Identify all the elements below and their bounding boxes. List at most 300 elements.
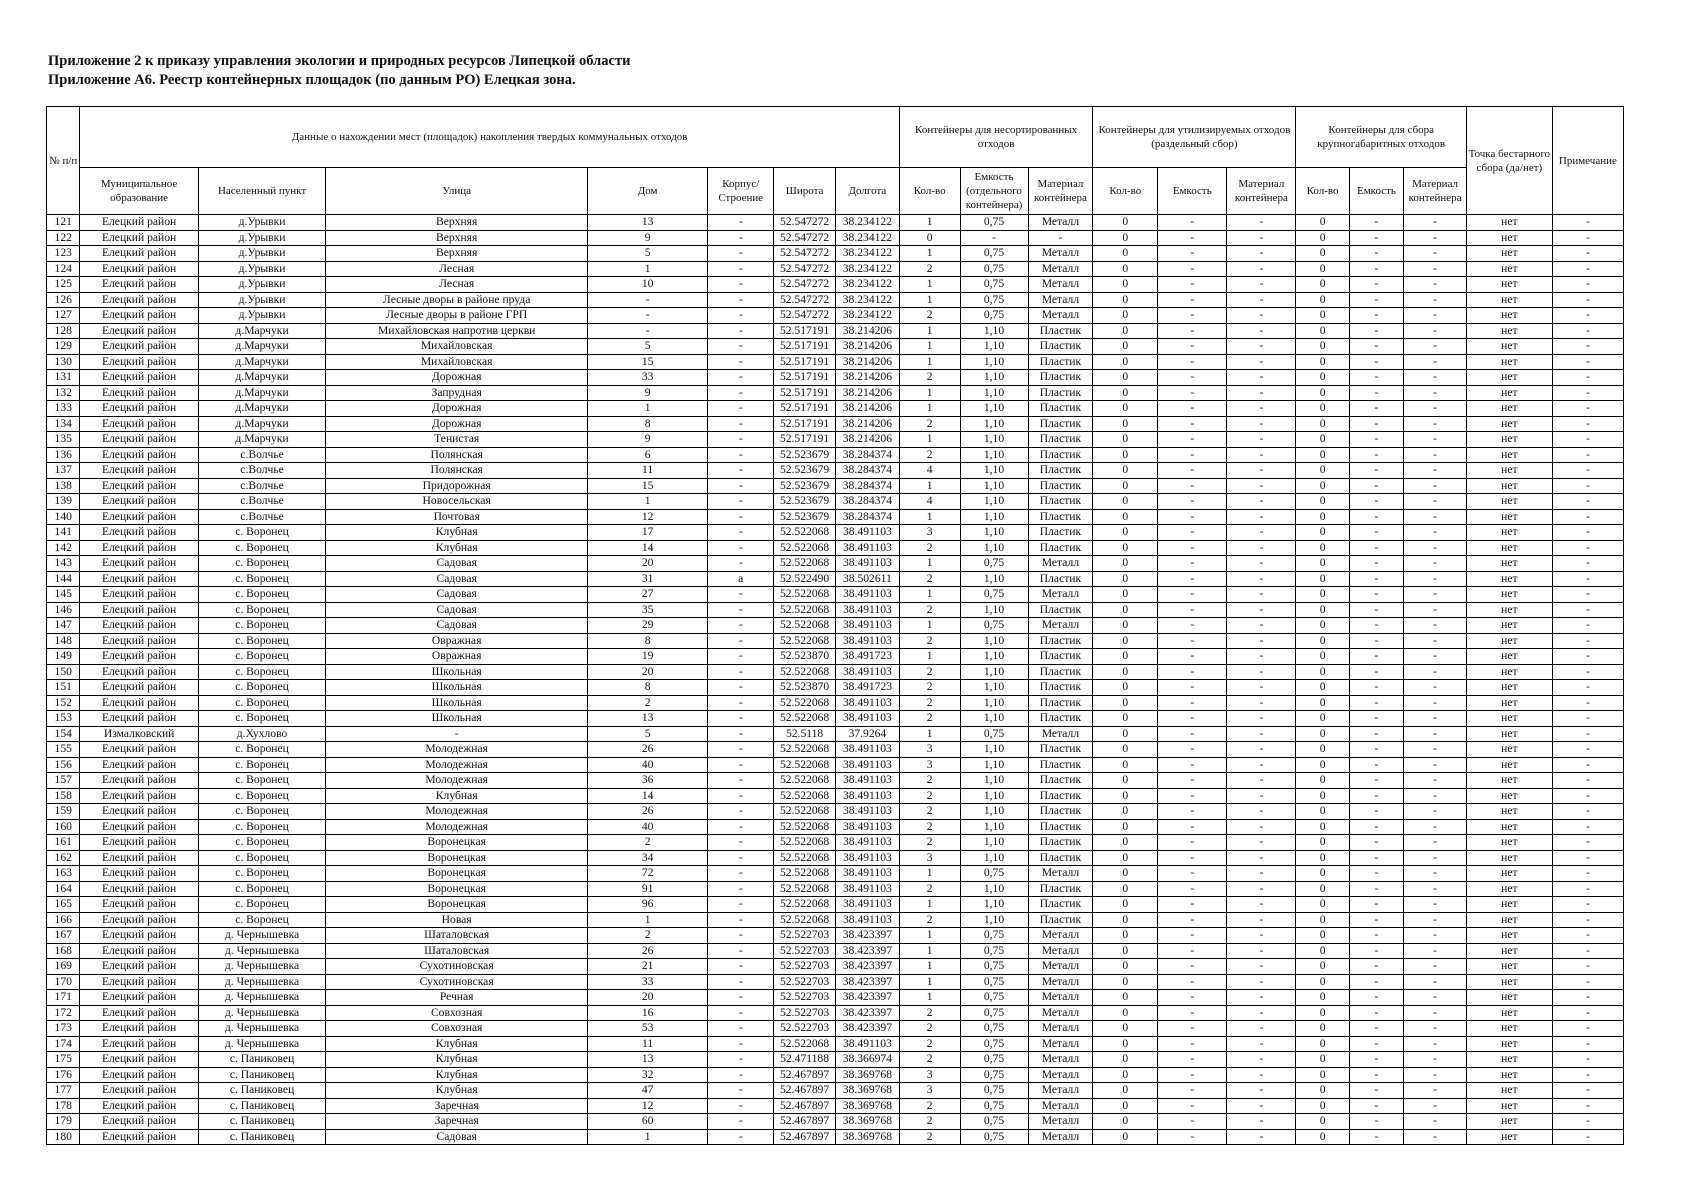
cell-separate-material: - bbox=[1227, 773, 1296, 789]
cell-separate-count: 0 bbox=[1093, 401, 1158, 417]
cell-unsorted-material: Металл bbox=[1028, 246, 1093, 262]
cell-separate-material: - bbox=[1227, 261, 1296, 277]
cell-unsorted-capacity: 0,75 bbox=[960, 726, 1028, 742]
cell-bulky-count: 0 bbox=[1296, 447, 1349, 463]
cell-house: 33 bbox=[587, 370, 707, 386]
table-row bbox=[47, 292, 1624, 308]
cell-lat: 52.547272 bbox=[774, 230, 836, 246]
table-row bbox=[47, 587, 1624, 603]
table-row bbox=[47, 943, 1624, 959]
cell-bagless: нет bbox=[1466, 385, 1552, 401]
heading-line-1: Приложение 2 к приказу управления экологии и природных ресурсов Липецкой области bbox=[48, 53, 631, 69]
cell-lon: 38.423397 bbox=[835, 959, 899, 975]
cell-bulky-capacity: - bbox=[1349, 370, 1403, 386]
cell-municipality: Елецкий район bbox=[80, 711, 198, 727]
cell-bagless: нет bbox=[1466, 943, 1552, 959]
header-bulky-count: Кол-во bbox=[1296, 168, 1349, 215]
cell-bagless: нет bbox=[1466, 850, 1552, 866]
cell-building: - bbox=[708, 432, 774, 448]
cell-municipality: Елецкий район bbox=[80, 370, 198, 386]
header-street: Улица bbox=[326, 168, 588, 215]
cell-bulky-capacity: - bbox=[1349, 401, 1403, 417]
cell-bagless: нет bbox=[1466, 881, 1552, 897]
cell-street: Лесная bbox=[326, 261, 588, 277]
table-row bbox=[47, 804, 1624, 820]
cell-unsorted-count: 1 bbox=[899, 478, 960, 494]
cell-house: 11 bbox=[587, 463, 707, 479]
cell-unsorted-count: 2 bbox=[899, 571, 960, 587]
cell-lon: 38.234122 bbox=[835, 261, 899, 277]
cell-street: Молодежная bbox=[326, 819, 588, 835]
cell-separate-capacity: - bbox=[1158, 323, 1227, 339]
cell-separate-capacity: - bbox=[1158, 509, 1227, 525]
header-location-group: Данные о нахождении мест (площадок) накопления твердых коммунальных отходов bbox=[80, 107, 899, 168]
cell-bulky-count: 0 bbox=[1296, 370, 1349, 386]
cell-municipality: Елецкий район bbox=[80, 308, 198, 324]
table-row bbox=[47, 1114, 1624, 1130]
cell-municipality: Елецкий район bbox=[80, 432, 198, 448]
cell-bulky-count: 0 bbox=[1296, 711, 1349, 727]
cell-bulky-count: 0 bbox=[1296, 1052, 1349, 1068]
cell-bulky-material: - bbox=[1404, 292, 1467, 308]
cell-separate-count: 0 bbox=[1093, 757, 1158, 773]
cell-unsorted-count: 2 bbox=[899, 1114, 960, 1130]
cell-separate-count: 0 bbox=[1093, 1005, 1158, 1021]
cell-street: Заречная bbox=[326, 1114, 588, 1130]
cell-num: 142 bbox=[47, 540, 80, 556]
cell-unsorted-capacity: 1,10 bbox=[960, 494, 1028, 510]
cell-bulky-material: - bbox=[1404, 990, 1467, 1006]
header-separate-count: Кол-во bbox=[1093, 168, 1158, 215]
cell-unsorted-material: Пластик bbox=[1028, 897, 1093, 913]
cell-separate-capacity: - bbox=[1158, 401, 1227, 417]
cell-building: - bbox=[708, 757, 774, 773]
cell-street: Садовая bbox=[326, 556, 588, 572]
cell-bulky-capacity: - bbox=[1349, 711, 1403, 727]
cell-bulky-capacity: - bbox=[1349, 1083, 1403, 1099]
cell-unsorted-count: 2 bbox=[899, 664, 960, 680]
cell-separate-material: - bbox=[1227, 447, 1296, 463]
cell-lon: 38.284374 bbox=[835, 478, 899, 494]
cell-lat: 52.522068 bbox=[774, 711, 836, 727]
header-unsorted-capacity: Емкость (отдельного контейнера) bbox=[960, 168, 1028, 215]
cell-unsorted-count: 2 bbox=[899, 680, 960, 696]
cell-notes: - bbox=[1552, 1036, 1623, 1052]
cell-separate-capacity: - bbox=[1158, 1021, 1227, 1037]
cell-lon: 38.491103 bbox=[835, 556, 899, 572]
cell-unsorted-capacity: 1,10 bbox=[960, 447, 1028, 463]
cell-lon: 38.234122 bbox=[835, 292, 899, 308]
cell-bulky-count: 0 bbox=[1296, 230, 1349, 246]
cell-separate-capacity: - bbox=[1158, 215, 1227, 231]
cell-settlement: с. Воронец bbox=[198, 711, 326, 727]
cell-unsorted-count: 2 bbox=[899, 540, 960, 556]
cell-bulky-capacity: - bbox=[1349, 1067, 1403, 1083]
cell-lat: 52.522068 bbox=[774, 912, 836, 928]
cell-unsorted-material: Металл bbox=[1028, 974, 1093, 990]
cell-bulky-material: - bbox=[1404, 478, 1467, 494]
cell-settlement: д. Чернышевка bbox=[198, 943, 326, 959]
cell-unsorted-material: Пластик bbox=[1028, 757, 1093, 773]
cell-num: 171 bbox=[47, 990, 80, 1006]
cell-notes: - bbox=[1552, 757, 1623, 773]
cell-unsorted-count: 2 bbox=[899, 1036, 960, 1052]
table-row bbox=[47, 525, 1624, 541]
cell-num: 166 bbox=[47, 912, 80, 928]
cell-house: 13 bbox=[587, 711, 707, 727]
cell-settlement: с. Воронец bbox=[198, 866, 326, 882]
cell-separate-capacity: - bbox=[1158, 633, 1227, 649]
table-row bbox=[47, 230, 1624, 246]
cell-separate-material: - bbox=[1227, 943, 1296, 959]
cell-municipality: Елецкий район bbox=[80, 478, 198, 494]
cell-settlement: д.Урывки bbox=[198, 277, 326, 293]
cell-separate-count: 0 bbox=[1093, 649, 1158, 665]
cell-bulky-capacity: - bbox=[1349, 323, 1403, 339]
cell-unsorted-material: Пластик bbox=[1028, 835, 1093, 851]
cell-separate-material: - bbox=[1227, 866, 1296, 882]
cell-notes: - bbox=[1552, 215, 1623, 231]
cell-municipality: Елецкий район bbox=[80, 773, 198, 789]
cell-unsorted-material: Пластик bbox=[1028, 323, 1093, 339]
cell-bulky-count: 0 bbox=[1296, 1083, 1349, 1099]
cell-unsorted-capacity: 0,75 bbox=[960, 277, 1028, 293]
cell-bulky-count: 0 bbox=[1296, 540, 1349, 556]
cell-separate-material: - bbox=[1227, 416, 1296, 432]
cell-building: - bbox=[708, 711, 774, 727]
cell-bulky-material: - bbox=[1404, 1114, 1467, 1130]
cell-municipality: Елецкий район bbox=[80, 556, 198, 572]
table-row bbox=[47, 990, 1624, 1006]
cell-house: 14 bbox=[587, 788, 707, 804]
cell-bagless: нет bbox=[1466, 912, 1552, 928]
cell-house: 2 bbox=[587, 835, 707, 851]
cell-house: 20 bbox=[587, 556, 707, 572]
cell-house: 26 bbox=[587, 943, 707, 959]
cell-street: Михайловская bbox=[326, 339, 588, 355]
cell-unsorted-count: 1 bbox=[899, 618, 960, 634]
header-separate-group: Контейнеры для утилизируемых отходов (раздельный сбор) bbox=[1093, 107, 1296, 168]
cell-unsorted-material: Пластик bbox=[1028, 339, 1093, 355]
cell-separate-material: - bbox=[1227, 1114, 1296, 1130]
cell-lon: 38.491103 bbox=[835, 757, 899, 773]
cell-settlement: с.Волчье bbox=[198, 478, 326, 494]
cell-notes: - bbox=[1552, 587, 1623, 603]
cell-notes: - bbox=[1552, 401, 1623, 417]
cell-building: - bbox=[708, 587, 774, 603]
cell-notes: - bbox=[1552, 432, 1623, 448]
cell-num: 139 bbox=[47, 494, 80, 510]
cell-street: Совхозная bbox=[326, 1005, 588, 1021]
cell-separate-count: 0 bbox=[1093, 1067, 1158, 1083]
cell-separate-material: - bbox=[1227, 788, 1296, 804]
cell-unsorted-count: 0 bbox=[899, 230, 960, 246]
cell-unsorted-count: 2 bbox=[899, 1021, 960, 1037]
cell-lat: 52.517191 bbox=[774, 354, 836, 370]
cell-bulky-capacity: - bbox=[1349, 680, 1403, 696]
cell-num: 161 bbox=[47, 835, 80, 851]
cell-unsorted-material: Пластик bbox=[1028, 571, 1093, 587]
table-row bbox=[47, 618, 1624, 634]
cell-lon: 38.423397 bbox=[835, 928, 899, 944]
cell-lon: 38.369768 bbox=[835, 1067, 899, 1083]
cell-separate-material: - bbox=[1227, 292, 1296, 308]
cell-street: Школьная bbox=[326, 711, 588, 727]
cell-bulky-capacity: - bbox=[1349, 230, 1403, 246]
cell-notes: - bbox=[1552, 1114, 1623, 1130]
cell-num: 126 bbox=[47, 292, 80, 308]
cell-separate-material: - bbox=[1227, 587, 1296, 603]
table-row bbox=[47, 711, 1624, 727]
cell-separate-material: - bbox=[1227, 494, 1296, 510]
cell-municipality: Елецкий район bbox=[80, 633, 198, 649]
cell-lon: 38.214206 bbox=[835, 416, 899, 432]
cell-separate-capacity: - bbox=[1158, 463, 1227, 479]
cell-street: Клубная bbox=[326, 1083, 588, 1099]
cell-street: Воронецкая bbox=[326, 897, 588, 913]
cell-bulky-count: 0 bbox=[1296, 1067, 1349, 1083]
cell-settlement: с. Воронец bbox=[198, 835, 326, 851]
cell-lon: 38.491103 bbox=[835, 525, 899, 541]
cell-separate-count: 0 bbox=[1093, 1052, 1158, 1068]
cell-num: 132 bbox=[47, 385, 80, 401]
cell-bulky-capacity: - bbox=[1349, 354, 1403, 370]
cell-bulky-count: 0 bbox=[1296, 478, 1349, 494]
cell-lon: 38.423397 bbox=[835, 1021, 899, 1037]
cell-separate-count: 0 bbox=[1093, 416, 1158, 432]
cell-notes: - bbox=[1552, 525, 1623, 541]
cell-bagless: нет bbox=[1466, 1036, 1552, 1052]
cell-unsorted-material: Пластик bbox=[1028, 494, 1093, 510]
header-house: Дом bbox=[587, 168, 707, 215]
cell-separate-count: 0 bbox=[1093, 215, 1158, 231]
cell-separate-material: - bbox=[1227, 1021, 1296, 1037]
cell-unsorted-count: 3 bbox=[899, 1083, 960, 1099]
cell-bulky-capacity: - bbox=[1349, 897, 1403, 913]
cell-building: - bbox=[708, 664, 774, 680]
cell-unsorted-count: 2 bbox=[899, 788, 960, 804]
cell-separate-capacity: - bbox=[1158, 990, 1227, 1006]
cell-municipality: Елецкий район bbox=[80, 525, 198, 541]
cell-lat: 52.522703 bbox=[774, 943, 836, 959]
cell-bulky-count: 0 bbox=[1296, 556, 1349, 572]
cell-unsorted-material: Металл bbox=[1028, 1021, 1093, 1037]
cell-separate-count: 0 bbox=[1093, 478, 1158, 494]
cell-bulky-material: - bbox=[1404, 912, 1467, 928]
table-row bbox=[47, 401, 1624, 417]
cell-house: - bbox=[587, 323, 707, 339]
cell-bulky-material: - bbox=[1404, 556, 1467, 572]
cell-settlement: д.Урывки bbox=[198, 308, 326, 324]
cell-notes: - bbox=[1552, 990, 1623, 1006]
cell-separate-capacity: - bbox=[1158, 1036, 1227, 1052]
cell-unsorted-capacity: 0,75 bbox=[960, 959, 1028, 975]
cell-house: 33 bbox=[587, 974, 707, 990]
cell-separate-count: 0 bbox=[1093, 773, 1158, 789]
cell-separate-material: - bbox=[1227, 571, 1296, 587]
cell-bulky-count: 0 bbox=[1296, 323, 1349, 339]
cell-building: - bbox=[708, 602, 774, 618]
cell-bulky-count: 0 bbox=[1296, 308, 1349, 324]
cell-bulky-capacity: - bbox=[1349, 990, 1403, 1006]
cell-unsorted-capacity: 1,10 bbox=[960, 416, 1028, 432]
cell-house: 2 bbox=[587, 695, 707, 711]
cell-unsorted-capacity: 0,75 bbox=[960, 974, 1028, 990]
cell-settlement: д.Марчуки bbox=[198, 339, 326, 355]
header-unsorted-group: Контейнеры для несортированных отходов bbox=[899, 107, 1093, 168]
cell-separate-capacity: - bbox=[1158, 742, 1227, 758]
cell-num: 147 bbox=[47, 618, 80, 634]
cell-bagless: нет bbox=[1466, 478, 1552, 494]
cell-unsorted-material: Пластик bbox=[1028, 416, 1093, 432]
cell-unsorted-count: 1 bbox=[899, 726, 960, 742]
cell-lat: 52.522068 bbox=[774, 556, 836, 572]
cell-separate-material: - bbox=[1227, 1083, 1296, 1099]
cell-bulky-capacity: - bbox=[1349, 416, 1403, 432]
cell-bulky-material: - bbox=[1404, 571, 1467, 587]
cell-unsorted-count: 1 bbox=[899, 215, 960, 231]
cell-bulky-material: - bbox=[1404, 447, 1467, 463]
cell-unsorted-count: 2 bbox=[899, 308, 960, 324]
cell-unsorted-material: Металл bbox=[1028, 277, 1093, 293]
cell-separate-material: - bbox=[1227, 1036, 1296, 1052]
header-building: Корпус/ Строение bbox=[708, 168, 774, 215]
cell-street: Клубная bbox=[326, 1036, 588, 1052]
cell-lat: 52.522068 bbox=[774, 633, 836, 649]
cell-bulky-count: 0 bbox=[1296, 416, 1349, 432]
cell-separate-material: - bbox=[1227, 819, 1296, 835]
cell-separate-material: - bbox=[1227, 1098, 1296, 1114]
cell-street: Михайловская bbox=[326, 354, 588, 370]
cell-house: 34 bbox=[587, 850, 707, 866]
cell-unsorted-material: Пластик bbox=[1028, 370, 1093, 386]
cell-unsorted-count: 1 bbox=[899, 509, 960, 525]
cell-house: 1 bbox=[587, 261, 707, 277]
cell-num: 180 bbox=[47, 1129, 80, 1145]
cell-building: - bbox=[708, 525, 774, 541]
cell-unsorted-capacity: 0,75 bbox=[960, 618, 1028, 634]
cell-bulky-material: - bbox=[1404, 866, 1467, 882]
table-row bbox=[47, 788, 1624, 804]
cell-separate-count: 0 bbox=[1093, 804, 1158, 820]
cell-separate-count: 0 bbox=[1093, 261, 1158, 277]
cell-lon: 38.491103 bbox=[835, 602, 899, 618]
cell-separate-capacity: - bbox=[1158, 602, 1227, 618]
cell-street: Придорожная bbox=[326, 478, 588, 494]
cell-separate-count: 0 bbox=[1093, 525, 1158, 541]
cell-unsorted-count: 2 bbox=[899, 835, 960, 851]
cell-street: Дорожная bbox=[326, 416, 588, 432]
cell-separate-material: - bbox=[1227, 230, 1296, 246]
cell-bulky-material: - bbox=[1404, 649, 1467, 665]
cell-separate-capacity: - bbox=[1158, 943, 1227, 959]
header-unsorted-count: Кол-во bbox=[899, 168, 960, 215]
cell-bulky-capacity: - bbox=[1349, 540, 1403, 556]
cell-lon: 38.214206 bbox=[835, 385, 899, 401]
cell-notes: - bbox=[1552, 974, 1623, 990]
cell-building: - bbox=[708, 649, 774, 665]
table-row bbox=[47, 447, 1624, 463]
table-row bbox=[47, 277, 1624, 293]
cell-settlement: д. Чернышевка bbox=[198, 990, 326, 1006]
cell-settlement: с.Волчье bbox=[198, 509, 326, 525]
cell-bulky-count: 0 bbox=[1296, 1114, 1349, 1130]
cell-separate-count: 0 bbox=[1093, 835, 1158, 851]
table-row bbox=[47, 897, 1624, 913]
cell-separate-material: - bbox=[1227, 602, 1296, 618]
cell-bulky-material: - bbox=[1404, 261, 1467, 277]
cell-separate-material: - bbox=[1227, 478, 1296, 494]
cell-unsorted-material: Металл bbox=[1028, 308, 1093, 324]
cell-num: 125 bbox=[47, 277, 80, 293]
table-row bbox=[47, 1005, 1624, 1021]
cell-bulky-material: - bbox=[1404, 1052, 1467, 1068]
cell-settlement: с. Воронец bbox=[198, 819, 326, 835]
cell-notes: - bbox=[1552, 416, 1623, 432]
cell-num: 165 bbox=[47, 897, 80, 913]
cell-notes: - bbox=[1552, 788, 1623, 804]
cell-unsorted-capacity: 1,10 bbox=[960, 680, 1028, 696]
table-row bbox=[47, 602, 1624, 618]
table-row bbox=[47, 339, 1624, 355]
cell-unsorted-capacity: 1,10 bbox=[960, 385, 1028, 401]
cell-house: 20 bbox=[587, 990, 707, 1006]
cell-unsorted-material: Пластик bbox=[1028, 788, 1093, 804]
cell-building: - bbox=[708, 447, 774, 463]
cell-bulky-material: - bbox=[1404, 835, 1467, 851]
cell-house: 32 bbox=[587, 1067, 707, 1083]
cell-building: - bbox=[708, 494, 774, 510]
header-num: № п/п bbox=[47, 107, 80, 215]
cell-unsorted-count: 2 bbox=[899, 912, 960, 928]
cell-house: 96 bbox=[587, 897, 707, 913]
cell-lon: 38.491723 bbox=[835, 680, 899, 696]
cell-separate-material: - bbox=[1227, 1052, 1296, 1068]
cell-bulky-capacity: - bbox=[1349, 1052, 1403, 1068]
cell-separate-count: 0 bbox=[1093, 928, 1158, 944]
cell-unsorted-count: 2 bbox=[899, 370, 960, 386]
cell-bulky-material: - bbox=[1404, 1036, 1467, 1052]
cell-separate-material: - bbox=[1227, 897, 1296, 913]
cell-unsorted-count: 3 bbox=[899, 757, 960, 773]
cell-lat: 52.522068 bbox=[774, 1036, 836, 1052]
cell-house: 26 bbox=[587, 804, 707, 820]
cell-street: - bbox=[326, 726, 588, 742]
cell-municipality: Елецкий район bbox=[80, 664, 198, 680]
cell-bulky-count: 0 bbox=[1296, 292, 1349, 308]
cell-notes: - bbox=[1552, 1129, 1623, 1145]
cell-unsorted-capacity: 0,75 bbox=[960, 1052, 1028, 1068]
cell-settlement: д.Марчуки bbox=[198, 323, 326, 339]
cell-unsorted-count: 3 bbox=[899, 742, 960, 758]
cell-lat: 52.517191 bbox=[774, 416, 836, 432]
cell-unsorted-material: Пластик bbox=[1028, 478, 1093, 494]
cell-building: - bbox=[708, 246, 774, 262]
cell-separate-material: - bbox=[1227, 881, 1296, 897]
cell-settlement: с. Воронец bbox=[198, 757, 326, 773]
cell-lon: 38.366974 bbox=[835, 1052, 899, 1068]
cell-bulky-capacity: - bbox=[1349, 819, 1403, 835]
cell-lat: 52.522703 bbox=[774, 928, 836, 944]
cell-separate-material: - bbox=[1227, 246, 1296, 262]
cell-separate-count: 0 bbox=[1093, 432, 1158, 448]
cell-unsorted-material: Пластик bbox=[1028, 881, 1093, 897]
cell-num: 149 bbox=[47, 649, 80, 665]
cell-house: 91 bbox=[587, 881, 707, 897]
cell-separate-count: 0 bbox=[1093, 726, 1158, 742]
cell-unsorted-count: 2 bbox=[899, 773, 960, 789]
cell-lon: 38.491103 bbox=[835, 540, 899, 556]
